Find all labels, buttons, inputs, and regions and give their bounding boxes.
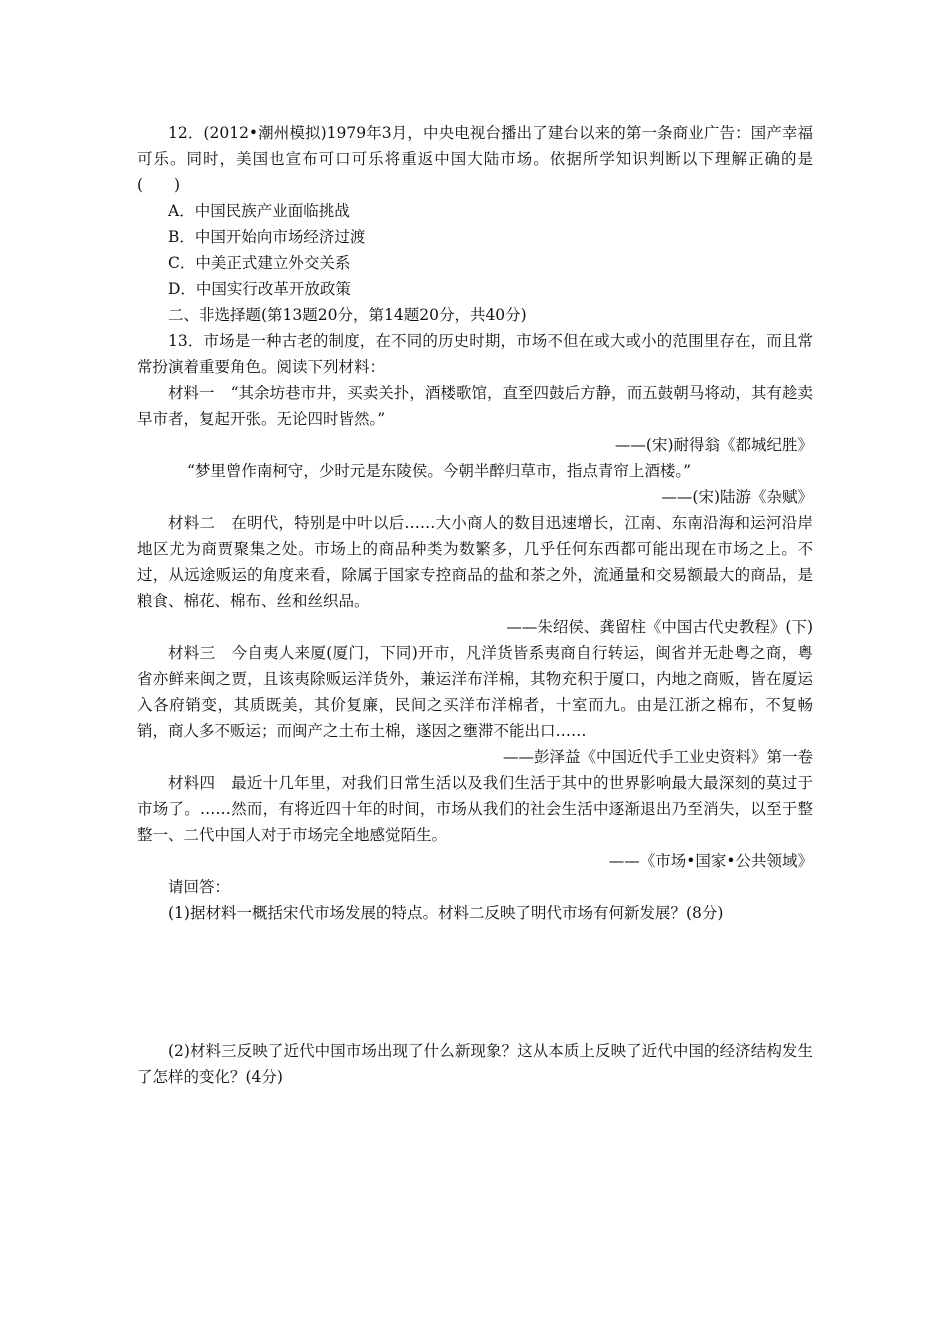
material-4 <box>137 770 813 848</box>
q12-option-a: A．中国民族产业面临挑战 <box>168 202 350 220</box>
material-2-source: ——朱绍侯、龚留柱《中国古代史教程》(下) <box>506 618 813 636</box>
page-content <box>137 120 813 1090</box>
material-3-source: ——彭泽益《中国近代手工业史资料》第一卷 <box>502 748 813 766</box>
q12-option-b: B．中国开始向市场经济过渡 <box>168 228 366 246</box>
material-3-label: 材料三 <box>168 644 216 662</box>
answer-space <box>137 926 813 1038</box>
material-1-text: “其余坊巷市井，买卖关扑，酒楼歌馆，直至四鼓后方静，而五鼓朝马将动，其有趁卖早市者，复起开张。无论四时皆然。” <box>137 384 813 428</box>
material-4-text: 最近十几年里，对我们日常生活以及我们生活于其中的世界影响最大最深刻的莫过于市场了。……然而，有将近四十年的时间，市场从我们的社会生活中逐渐退出乃至消失，以至于整整一、二代中国人对于市场完全地感觉陌生。 <box>137 774 813 844</box>
answer-prompt: 请回答： <box>168 878 231 896</box>
q12-option-d: D．中国实行改革开放政策 <box>168 280 351 298</box>
material-3-text: 今自夷人来厦(厦门，下同)开市，凡洋货皆系夷商自行转运，闽省并无赴粤之商，粤省亦鲜来闽之贾，且该夷除贩运洋货外，兼运洋布洋棉，其物充积于厦口，内地之商贩，皆在厦运入各府销变，其质既美，其价复廉，民间之买洋布洋棉者，十室而九。由是江浙之棉布，不复畅销，商人多不贩运；而闽产之土布土棉，遂因之壅滞不能出口…… <box>137 644 813 740</box>
material-2-text: 在明代，特别是中叶以后……大小商人的数目迅速增长，江南、东南沿海和运河沿岸地区尤为商贾聚集之处。市场上的商品种类为数繁多，几乎任何东西都可能出现在市场之上。不过，从远途贩运的角度来看，除属于国家专控商品的盐和茶之外，流通量和交易额最大的商品，是粮食、棉花、棉布、丝和丝织品。 <box>137 514 813 610</box>
material-2-label: 材料二 <box>168 514 216 532</box>
sub-question-2: (2)材料三反映了近代中国市场出现了什么新现象？这从本质上反映了近代中国的经济结构发生了怎样的变化？(4分) <box>137 1042 813 1086</box>
material-4-source: ——《市场•国家•公共领域》 <box>608 852 813 870</box>
material-1 <box>137 380 813 432</box>
material-1-label: 材料一 <box>168 384 215 402</box>
material-4-label: 材料四 <box>168 774 216 792</box>
material-2 <box>137 510 813 614</box>
q13-intro: 13．市场是一种古老的制度，在不同的历史时期，市场不但在或大或小的范围里存在，而且常常扮演着重要角色。阅读下列材料： <box>137 332 813 376</box>
material-1-source: ——(宋)耐得翁《都城纪胜》 <box>614 436 813 454</box>
material-3 <box>137 640 813 744</box>
section2-heading: 二、非选择题(第13题20分，第14题20分，共40分) <box>168 306 527 324</box>
material-1-poem: “梦里曾作南柯守，少时元是东陵侯。今朝半醉归草市，指点青帘上酒楼。” <box>187 462 692 480</box>
sub-question-1: (1)据材料一概括宋代市场发展的特点。材料二反映了明代市场有何新发展？(8分) <box>168 904 724 922</box>
q12-option-c: C．中美正式建立外交关系 <box>168 254 351 272</box>
q12-stem: 12．(2012•潮州模拟)1979年3月，中央电视台播出了建台以来的第一条商业广告：国产幸福可乐。同时，美国也宣布可口可乐将重返中国大陆市场。依据所学知识判断以下理解正确的是( ) <box>137 124 813 194</box>
material-1-poem-source: ——(宋)陆游《杂赋》 <box>661 488 813 506</box>
